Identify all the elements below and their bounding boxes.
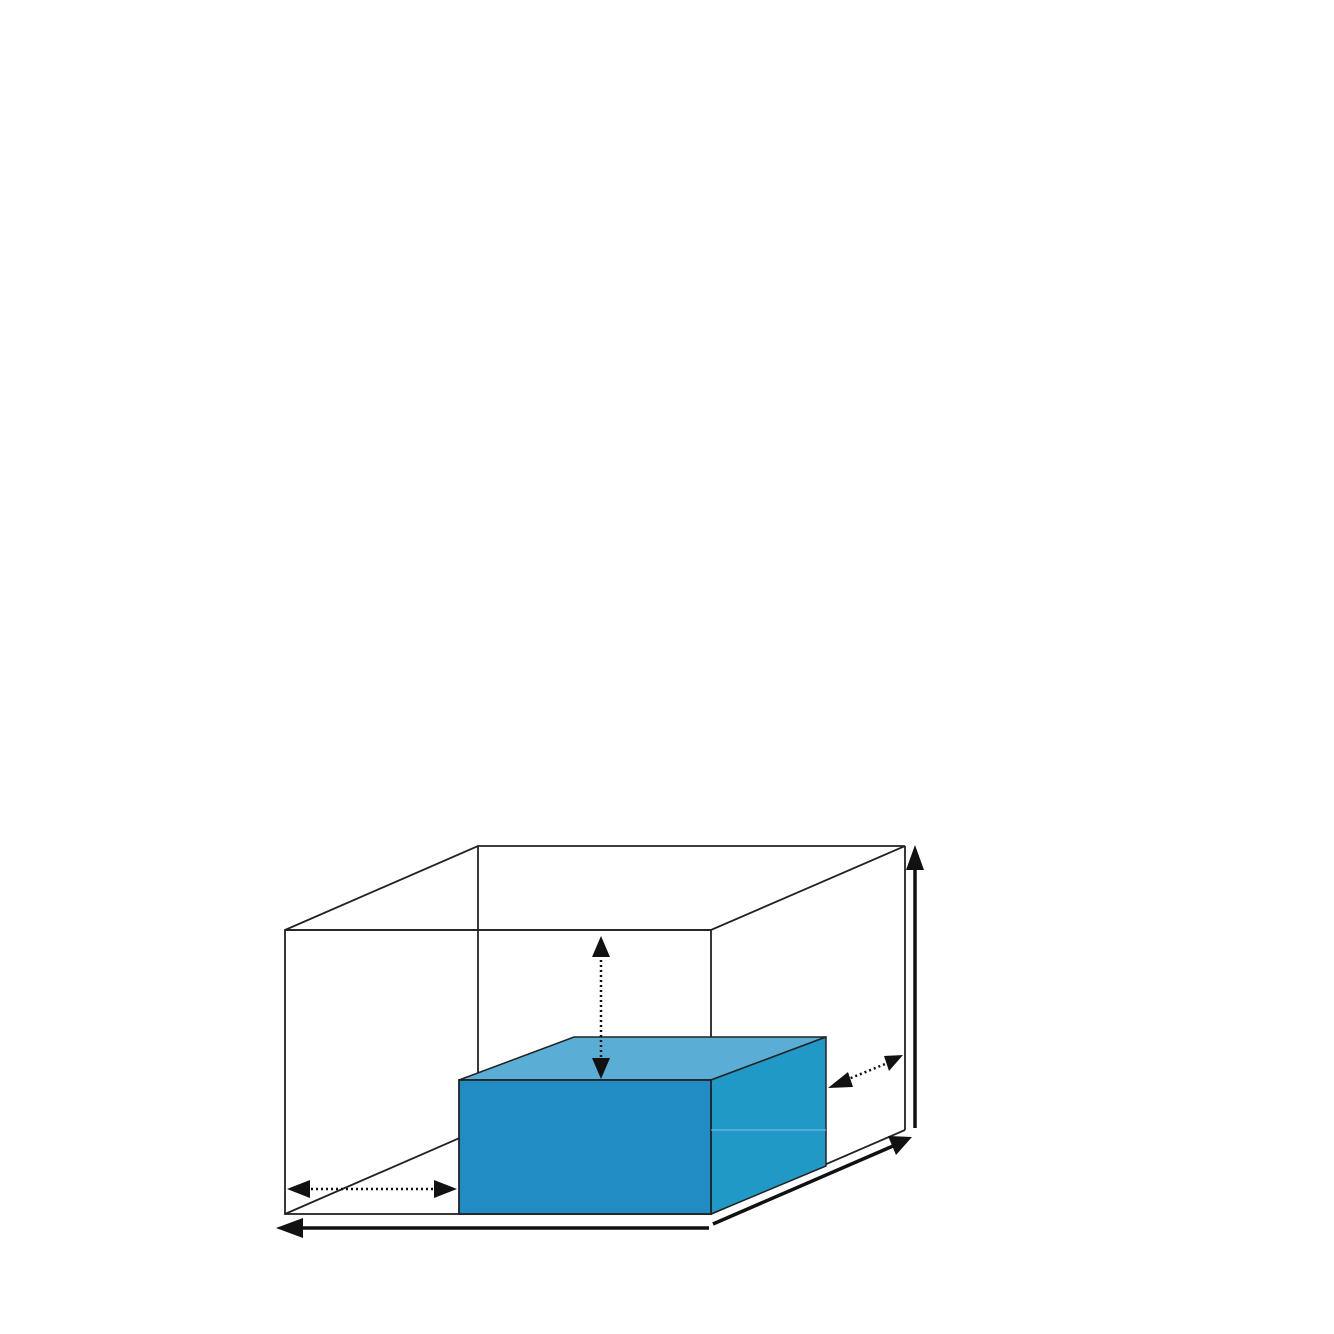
outer-cube-back-bottom-edge bbox=[285, 1130, 478, 1214]
population-axis bbox=[276, 1218, 709, 1238]
outer-cube-top-face bbox=[285, 846, 905, 930]
pooled-funds-front bbox=[459, 1080, 711, 1214]
include-services-arrow bbox=[828, 1055, 903, 1088]
direct-costs-axis bbox=[906, 845, 924, 1128]
extend-coverage-arrow bbox=[287, 1180, 457, 1198]
pooled-funds-box bbox=[459, 1037, 826, 1214]
